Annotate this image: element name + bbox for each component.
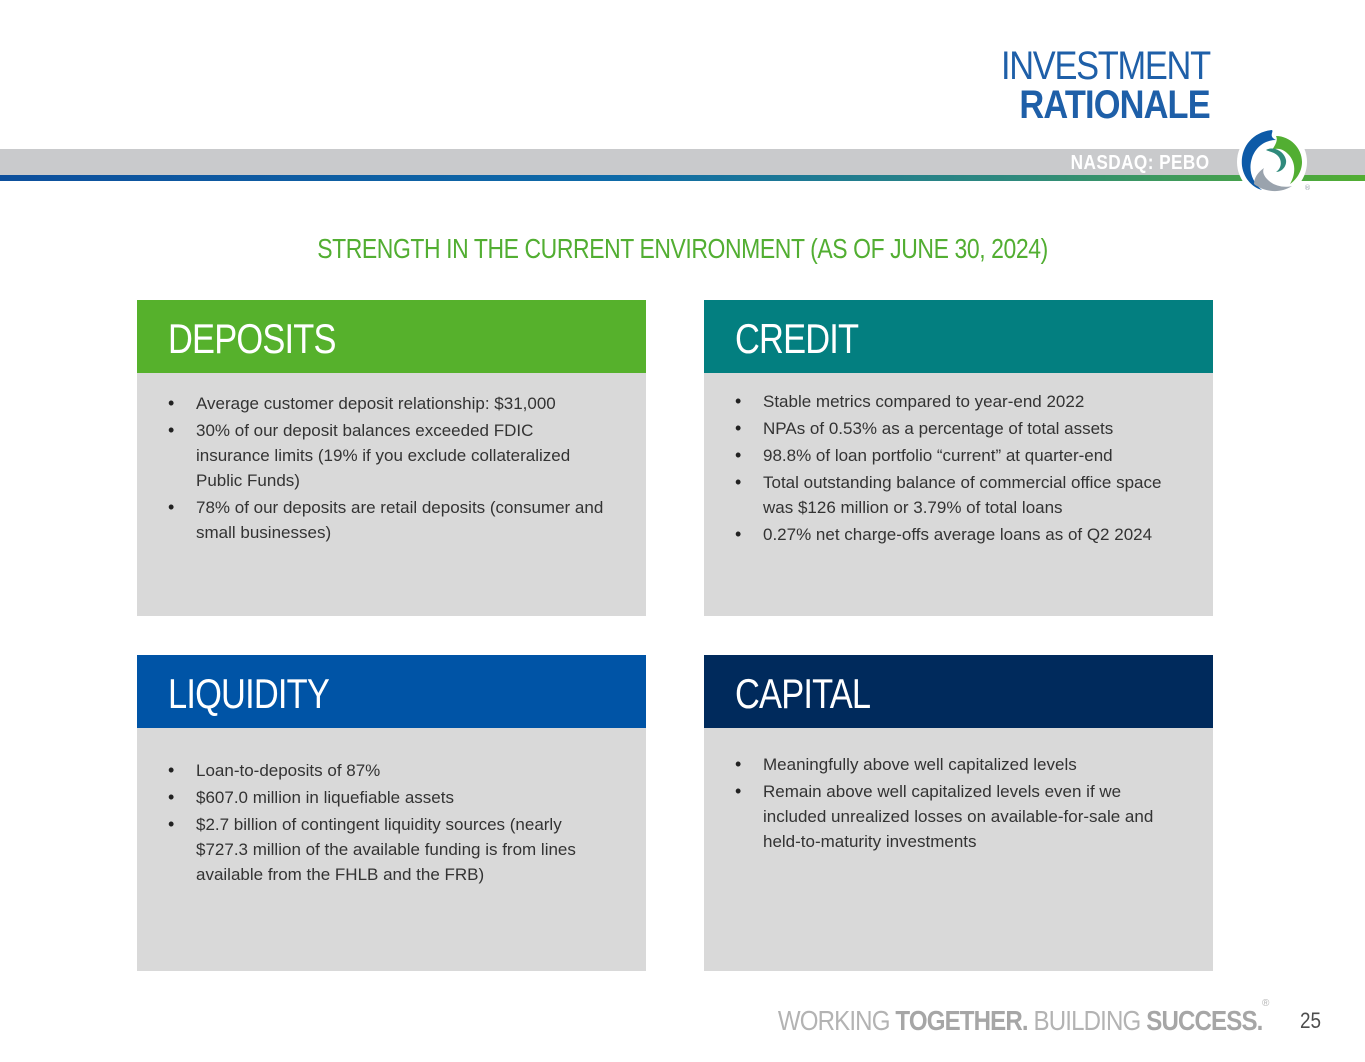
list-item: • 0.27% net charge-offs average loans as of Q2 2024: [735, 522, 1173, 547]
liquidity-card-header: [137, 655, 646, 728]
liquidity-list: [168, 758, 606, 887]
credit-card-title: CREDIT: [735, 314, 859, 362]
footer-registered-mark: ®: [1262, 998, 1270, 1009]
list-item: • Stable metrics compared to year-end 2022: [735, 389, 1173, 414]
list-item: • Total outstanding balance of commercial office space was $126 million or 3.79% of total loans: [735, 470, 1173, 520]
capital-card: [704, 655, 1213, 971]
ticker-label: NASDAQ: PEBO: [1071, 152, 1210, 174]
svg-text:®: ®: [1304, 184, 1311, 192]
list-item: • Meaningfully above well capitalized levels: [735, 752, 1173, 777]
deposits-card-title: DEPOSITS: [168, 314, 336, 362]
deposits-list: [168, 391, 606, 545]
peoples-bank-logo-icon: [1232, 126, 1314, 198]
deposits-card: [137, 300, 646, 616]
section-subtitle: [0, 233, 1365, 265]
list-item: • 98.8% of loan portfolio “current” at quarter-end: [735, 443, 1173, 468]
footer-tagline: [777, 1005, 1262, 1037]
section-subtitle-text: STRENGTH IN THE CURRENT ENVIRONMENT (AS OF JUNE 30, 2024): [317, 233, 1048, 264]
list-item: • 30% of our deposit balances exceeded FDIC insurance limits (19% if you exclude collateralized Public Funds): [168, 418, 606, 493]
capital-card-header: [704, 655, 1213, 728]
list-item: • 78% of our deposits are retail deposits (consumer and small businesses): [168, 495, 606, 545]
credit-card: [704, 300, 1213, 616]
deposits-card-header: [137, 300, 646, 373]
capital-list: [735, 752, 1173, 854]
credit-list: [735, 389, 1173, 547]
slide-title-line1: INVESTMENT: [1001, 44, 1210, 88]
slide-title: [967, 44, 1210, 127]
list-item: • NPAs of 0.53% as a percentage of total assets: [735, 416, 1173, 441]
capital-card-title: CAPITAL: [735, 669, 871, 717]
list-item: • $2.7 billion of contingent liquidity sources (nearly $727.3 million of the available funding is from lines available from the FHLB and the FRB): [168, 812, 606, 887]
liquidity-card: [137, 655, 646, 971]
page-number: 25: [1300, 1008, 1322, 1033]
tagline-working: WORKING: [777, 1005, 895, 1036]
slide-title-line2: RATIONALE: [1019, 83, 1210, 127]
list-item: • Loan-to-deposits of 87%: [168, 758, 606, 783]
list-item: • $607.0 million in liquefiable assets: [168, 785, 606, 810]
list-item: • Average customer deposit relationship: $31,000: [168, 391, 606, 416]
liquidity-card-title: LIQUIDITY: [168, 669, 330, 717]
list-item: • Remain above well capitalized levels even if we included unrealized losses on available-for-sale and held-to-maturity investments: [735, 779, 1173, 854]
tagline-building: BUILDING: [1027, 1005, 1146, 1036]
tagline-success: SUCCESS.: [1145, 1005, 1262, 1036]
credit-card-header: [704, 300, 1213, 373]
tagline-together: TOGETHER.: [894, 1005, 1028, 1036]
